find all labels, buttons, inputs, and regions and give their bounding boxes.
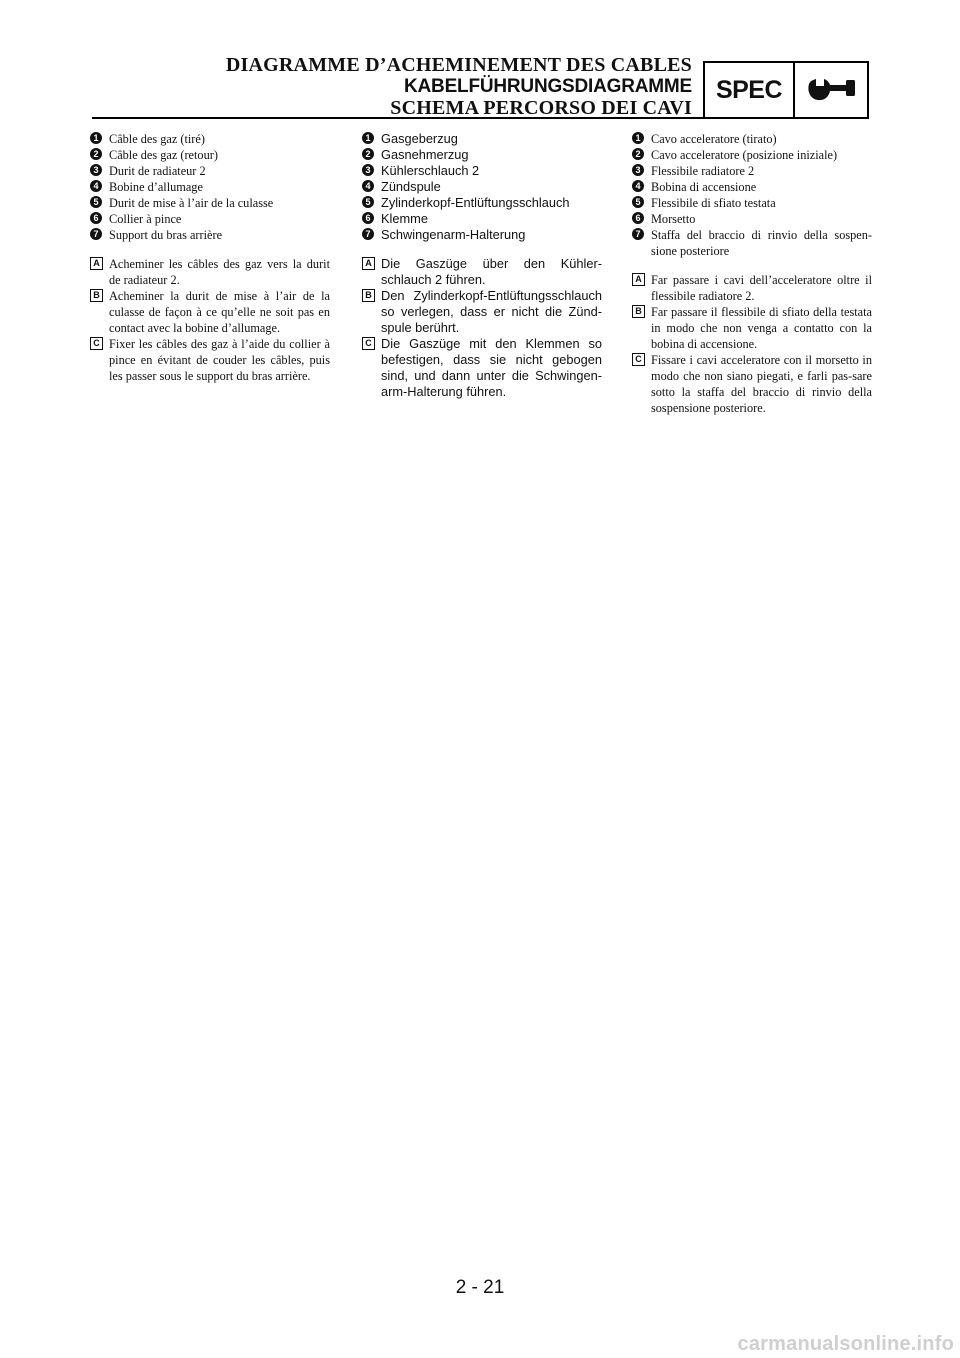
notes-list [90,256,330,384]
list-item [362,179,602,195]
list-item [362,163,602,179]
item-text: Bobina di accensione [651,180,757,194]
notes-list [362,256,602,400]
callout-marker: 5 [90,196,102,208]
callout-marker: 5 [362,196,374,208]
note-text: Acheminer les câbles des gaz vers la durit de radiateur 2. [109,257,330,287]
callout-marker: 3 [90,164,102,176]
list-item [632,131,872,147]
note-text: Fixer les câbles des gaz à l’aide du collier à pince en évitant de couder les câbles, puis les passer sous le support du bras arrière. [109,337,330,383]
list-item [632,163,872,179]
list-item [90,195,330,211]
column-french [90,131,330,384]
note-item [90,336,330,384]
note-item [362,288,602,336]
item-text: Bobine d’allumage [109,180,203,194]
callout-marker: 6 [632,212,644,224]
notes-list [632,272,872,416]
callout-marker: 2 [632,148,644,160]
header-titles [226,54,692,119]
callout-marker: 4 [90,180,102,192]
note-marker: C [90,337,103,350]
note-item [632,304,872,352]
callout-marker: 1 [632,132,644,144]
item-text: Câble des gaz (tiré) [109,132,205,146]
item-text: Flessibile di sfiato testata [651,196,776,210]
note-marker: A [90,257,103,270]
parts-list [362,131,602,243]
list-item [632,227,872,259]
section-label: SPEC [705,63,795,117]
title-italian: SCHEMA PERCORSO DEI CAVI [390,97,692,119]
note-marker: C [362,337,375,350]
callout-marker: 2 [90,148,102,160]
note-item [90,256,330,288]
parts-list [90,131,330,243]
item-text: Câble des gaz (retour) [109,148,218,162]
note-marker: A [632,273,645,286]
list-item [632,211,872,227]
callout-marker: 1 [90,132,102,144]
item-text: Schwingenarm-Halterung [381,227,526,242]
item-text: Morsetto [651,212,696,226]
list-item [632,147,872,163]
list-item [632,179,872,195]
watermark: carmanualsonline.info [737,1333,954,1355]
note-text: Fissare i cavi acceleratore con il morsetto in modo che non siano piegati, e farli pas-sare sotto la staffa del braccio di rinvio della sospensione posteriore. [651,353,872,415]
column-german [362,131,602,400]
title-french: DIAGRAMME D’ACHEMINEMENT DES CABLES [225,54,692,76]
callout-marker: 7 [632,228,644,240]
note-text: Die Gaszüge über den Kühler-schlauch 2 führen. [381,256,602,287]
callout-marker: 3 [632,164,644,176]
note-marker: B [90,289,103,302]
note-text: Den Zylinderkopf-Entlüftungsschlauch so verlegen, dass er nicht die Zünd-spule berührt. [381,288,602,335]
item-text: Cavo acceleratore (posizione iniziale) [651,148,838,162]
wrench-icon [803,75,859,105]
item-text: Collier à pince [109,212,182,226]
callout-marker: 4 [362,180,374,192]
item-text: Durit de mise à l’air de la culasse [109,196,274,210]
note-item [632,272,872,304]
item-text: Klemme [381,211,428,226]
list-item [362,211,602,227]
item-text: Zylinderkopf-Entlüftungsschlauch [381,195,570,210]
note-marker: C [632,353,645,366]
note-item [362,336,602,400]
title-german: KABELFÜHRUNGSDIAGRAMME [404,76,692,97]
column-italian [632,131,872,416]
note-marker: B [362,289,375,302]
note-item [90,288,330,336]
note-text: Far passare il flessibile di sfiato della testata in modo che non venga a contatto con la bobina di accensione. [651,305,872,351]
note-item [632,352,872,416]
callout-marker: 2 [362,148,374,160]
item-text: Zündspule [381,179,441,194]
note-text: Acheminer la durit de mise à l’air de la culasse de façon à ce qu’elle ne soit pas en contact avec la bobine d’allumage. [109,289,330,335]
item-text: Kühlerschlauch 2 [381,163,480,178]
note-text: Die Gaszüge mit den Klemmen so befestigen, dass sie nicht gebogen sind, und dann unter die Schwingen-arm-Halterung führen. [381,336,602,399]
item-text: Durit de radiateur 2 [109,164,206,178]
list-item [362,131,602,147]
item-text: Staffa del braccio di rinvio della sospen-sione posteriore [651,228,872,258]
callout-marker: 3 [362,164,374,176]
list-item [362,195,602,211]
section-icon-cell [795,63,867,117]
item-text: Gasgeberzug [381,131,458,146]
list-item [90,179,330,195]
callout-marker: 1 [362,132,374,144]
parts-list [632,131,872,259]
callout-marker: 6 [90,212,102,224]
list-item [90,163,330,179]
callout-marker: 4 [632,180,644,192]
list-item [90,131,330,147]
note-item [362,256,602,288]
note-text: Far passare i cavi dell’acceleratore oltre il flessibile radiatore 2. [651,273,872,303]
list-item [90,147,330,163]
item-text: Cavo acceleratore (tirato) [651,132,777,146]
note-marker: A [362,257,375,270]
page-number: 2 - 21 [455,1277,505,1298]
item-text: Support du bras arrière [109,228,223,242]
section-badge [703,61,869,119]
note-marker: B [632,305,645,318]
list-item [362,227,602,243]
callout-marker: 7 [362,228,374,240]
header-rule [92,117,868,119]
list-item [90,211,330,227]
list-item [362,147,602,163]
item-text: Flessibile radiatore 2 [651,164,755,178]
callout-marker: 6 [362,212,374,224]
callout-marker: 5 [632,196,644,208]
item-text: Gasnehmerzug [381,147,469,162]
list-item [632,195,872,211]
callout-marker: 7 [90,228,102,240]
list-item [90,227,330,243]
